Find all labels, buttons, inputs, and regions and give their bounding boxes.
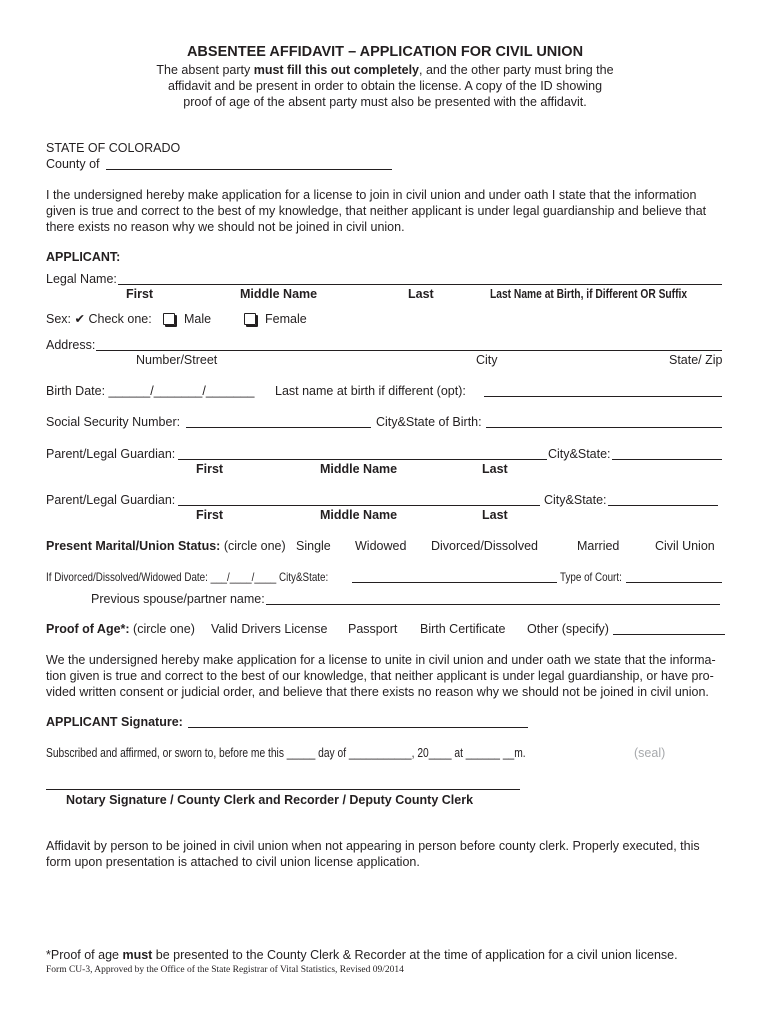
marital-option-married[interactable]: Married [577,539,620,553]
address-state-zip-caption: State/ Zip [669,353,723,367]
city-state-birth-label: City&State of Birth: [376,415,482,429]
intro-line-3: proof of age of the absent party must also be presented with the affidavit. [183,95,587,109]
oath-line-3: there exists no reason why we should not be joined in civil union. [46,220,405,234]
previous-spouse-label: Previous spouse/partner name: [91,592,265,606]
sex-row [46,312,152,326]
oath-line-2: given is true and correct to the best of my knowledge, that neither applicant is under legal guardianship and believe that [46,204,707,218]
guardian-1-name-field[interactable] [178,459,547,460]
oath2-line-3: vided written consent or judicial order, and believe that there exists no reason why we should not be joined in civil union. [46,685,709,699]
oath2-line-1: We the undersigned hereby make application for a license to unite in civil union and under oath we state that the informa- [46,653,716,667]
divorced-details-label: If Divorced/Dissolved/Widowed Date: ___/____/____ City&State: [46,570,329,584]
last-name-birth-label: Last name at birth if different (opt): [275,384,466,398]
legal-name-field[interactable] [118,284,722,285]
last-name-birth-field[interactable] [484,396,722,397]
proof-option-birth-certificate[interactable]: Birth Certificate [420,622,506,636]
guardian-1-first-caption: First [196,462,224,476]
applicant-signature-field[interactable] [188,727,528,728]
guardian-2-first-caption: First [196,508,224,522]
guardian-1-middle-caption: Middle Name [320,462,398,476]
applicant-signature-label: APPLICANT Signature: [46,715,183,729]
birth-date-field[interactable]: Birth Date: ______/_______/_______ [46,384,255,398]
seal-placeholder: (seal) [634,746,666,760]
divorced-city-state-field[interactable] [352,582,557,583]
proof-option-drivers-license[interactable]: Valid Drivers License [211,622,328,636]
oath-line-1: I the undersigned hereby make application for a license to join in civil union and under oath I state that the information [46,188,697,202]
marital-option-single[interactable]: Single [296,539,331,553]
address-label: Address: [46,338,96,352]
address-street-caption: Number/Street [136,353,218,367]
county-label: County of [46,157,100,171]
proof-option-passport[interactable]: Passport [348,622,398,636]
proof-of-age-footnote: *Proof of age must be presented to the County Clerk & Recorder at the time of application for a civil union license. [46,948,678,962]
intro-line-2: affidavit and be present in order to obtain the license. A copy of the ID showing [167,79,603,93]
female-label: Female [265,312,307,326]
form-identifier: Form CU-3, Approved by the Office of the State Registrar of Vital Statistics, Revised 09/2014 [46,965,404,975]
county-field[interactable] [106,169,392,170]
notary-signature-caption: Notary Signature / County Clerk and Recorder / Deputy County Clerk [66,793,474,807]
guardian-1-city-state-field[interactable] [612,459,722,460]
proof-option-other[interactable]: Other (specify) [527,622,609,636]
state-label: STATE OF COLORADO [46,141,181,155]
subscribed-line: Subscribed and affirmed, or sworn to, before me this _____ day of ___________, 20____ at ______ __m. [46,746,526,760]
ssn-field[interactable] [186,427,371,428]
check-mark-icon: ✔ [74,312,85,326]
form-title: ABSENTEE AFFIDAVIT – APPLICATION FOR CIVIL UNION [186,44,584,60]
guardian-1-last-caption: Last [482,462,508,476]
male-checkbox[interactable] [163,313,175,325]
guardian-2-city-state-label: City&State: [544,493,607,507]
proof-of-age-label: Proof of Age*: (circle one) [46,622,195,636]
ssn-label: Social Security Number: [46,415,181,429]
marital-option-widowed[interactable]: Widowed [355,539,407,553]
male-label: Male [184,312,212,326]
guardian-2-name-field[interactable] [178,505,540,506]
guardian-2-label: Parent/Legal Guardian: [46,493,176,507]
marital-status-label: Present Marital/Union Status: (circle one) [46,539,286,553]
guardian-1-label: Parent/Legal Guardian: [46,447,176,461]
legal-name-label: Legal Name: [46,272,117,286]
legal-name-birth-caption: Last Name at Birth, if Different OR Suffix [490,287,688,301]
marital-option-divorced[interactable]: Divorced/Dissolved [431,539,538,553]
previous-spouse-field[interactable] [266,604,720,605]
guardian-1-city-state-label: City&State: [548,447,611,461]
proof-other-field[interactable] [613,634,725,635]
marital-option-civil-union[interactable]: Civil Union [655,539,715,553]
intro-line-1: The absent party must fill this out completely, and the other party must bring the [156,63,614,77]
female-checkbox[interactable] [244,313,256,325]
notary-signature-field[interactable] [46,789,520,790]
legal-name-last-caption: Last [408,287,434,301]
legal-name-middle-caption: Middle Name [240,287,318,301]
legal-name-first-caption: First [126,287,154,301]
guardian-2-city-state-field[interactable] [608,505,718,506]
address-field[interactable] [96,350,722,351]
oath2-line-2: tion given is true and correct to the best of our knowledge, that neither applicant is under legal guardianship, or have pro- [46,669,714,683]
court-type-field[interactable] [626,582,722,583]
check-one-label: Check one: [88,312,152,326]
city-state-birth-field[interactable] [486,427,722,428]
court-type-label: Type of Court: [560,570,622,584]
sex-label: Sex: [46,312,72,326]
address-city-caption: City [476,353,498,367]
guardian-2-middle-caption: Middle Name [320,508,398,522]
affidavit-note-line-2: form upon presentation is attached to civil union license application. [46,855,420,869]
affidavit-note-line-1: Affidavit by person to be joined in civil union when not appearing in person before county clerk. Properly executed, this [46,839,700,853]
applicant-heading: APPLICANT: [46,250,121,264]
guardian-2-last-caption: Last [482,508,508,522]
